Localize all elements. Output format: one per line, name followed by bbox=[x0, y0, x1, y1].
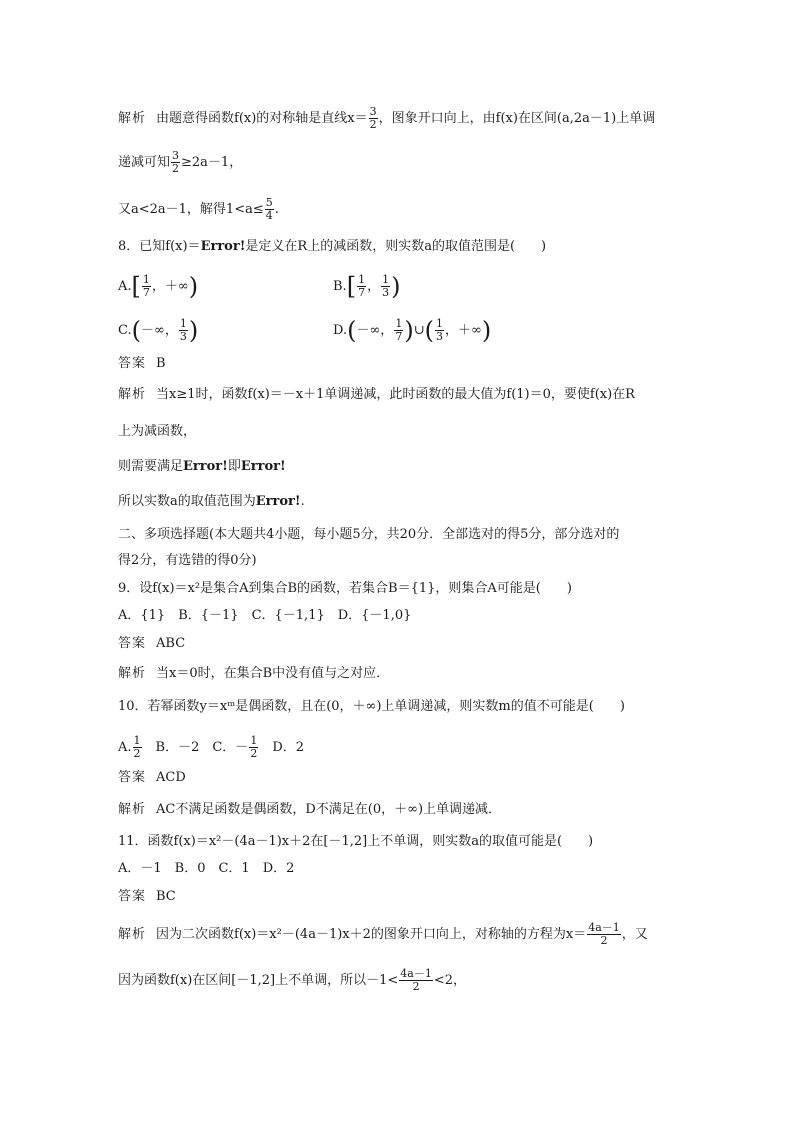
explanation-11-line-2: 因为函数f(x)在区间[－1,2]上不单调，所以－1< $\frac{4a-1}{2}$ <2， bbox=[118, 967, 467, 993]
explanation-8-line-2: 上为减函数， bbox=[118, 424, 197, 439]
question-11: 11．函数f(x)＝x²－(4a－1)x＋2在[－1,2]上不单调，则实数a的取值可能是( ) bbox=[118, 834, 594, 849]
fraction: $\frac{3}{2}$ bbox=[172, 149, 180, 175]
answer-10: 答案 ACD bbox=[118, 770, 186, 785]
options-11: A．－1 B．0 C．1 D．2 bbox=[118, 861, 295, 876]
option-8-b: B.[ $\frac{1}{7}$ ， $\frac{1}{3}$ ) bbox=[333, 272, 401, 301]
error-placeholder: Error! bbox=[240, 459, 286, 474]
explanation-8-line-3: 则需要满足Error!即Error! bbox=[118, 459, 286, 474]
fraction: $\frac{5}{4}$ bbox=[265, 196, 273, 222]
explanation-7-line-1: 解析 由题意得函数f(x)的对称轴是直线x＝ $\frac{3}{2}$ ，图象开口向上，由f(x)在区间(a,2a－1)上单调 bbox=[118, 105, 656, 131]
question-10: 10．若幂函数y＝xᵐ是偶函数，且在(0，＋∞)上单调递减，则实数m的值不可能是( ) bbox=[118, 699, 625, 714]
question-9: 9．设f(x)＝x²是集合A到集合B的函数，若集合B＝{1}，则集合A可能是( ) bbox=[118, 581, 572, 596]
option-8-c: C.(－∞， $\frac{1}{3}$ ) bbox=[118, 316, 199, 345]
answer-9: 答案 ABC bbox=[118, 636, 186, 651]
explanation-8-line-1: 解析 当x≥1时，函数f(x)＝－x＋1单调递减，此时函数的最大值为f(1)＝0，要使f(x)在R bbox=[118, 387, 635, 402]
option-8-d: D.(－∞， $\frac{1}{7}$ )∪( $\frac{1}{3}$ ，＋∞) bbox=[333, 316, 492, 345]
fraction: $\frac{3}{2}$ bbox=[369, 105, 377, 131]
error-placeholder: Error! bbox=[183, 459, 228, 474]
error-placeholder: Error! bbox=[255, 494, 301, 509]
error-placeholder: Error! bbox=[200, 239, 246, 254]
answer-11: 答案 BC bbox=[118, 889, 176, 904]
options-9: A．{1} B．{－1} C．{－1,1} D．{－1,0} bbox=[118, 608, 412, 623]
options-10: A. $\frac{1}{2}$ B．－2 C．－ $\frac{1}{2}$ D．2 bbox=[118, 734, 305, 760]
explanation-8-line-4: 所以实数a的取值范围为Error!. bbox=[118, 494, 305, 509]
explanation-7-line-3: 又a<2a－1，解得1<a≤ $\frac{5}{4}$ . bbox=[118, 196, 279, 222]
explanation-10: 解析 AC不满足函数是偶函数，D不满足在(0，＋∞)上单调递减． bbox=[118, 802, 502, 817]
answer-8: 答案 B bbox=[118, 356, 166, 371]
option-8-a: A.[ $\frac{1}{7}$ ，＋∞) bbox=[118, 272, 199, 301]
section-2-heading-line-1: 二、多项选择题(本大题共4小题，每小题5分，共20分．全部选对的得5分，部分选对的 bbox=[118, 527, 620, 542]
question-8: 8．已知f(x)＝Error!是定义在R上的减函数，则实数a的取值范围是( ) bbox=[118, 239, 547, 254]
explanation-11-line-1: 解析 因为二次函数f(x)＝x²－(4a－1)x＋2的图象开口向上，对称轴的方程为x＝ $\frac{4a-1}{2}$ ，又 bbox=[118, 921, 648, 947]
explanation-7-line-2: 递减可知 $\frac{3}{2}$ ≥2a－1， bbox=[118, 149, 243, 175]
explanation-label: 解析 bbox=[118, 111, 147, 126]
explanation-9: 解析 当x＝0时，在集合B中没有值与之对应． bbox=[118, 666, 390, 681]
section-2-heading-line-2: 得2分，有选错的得0分) bbox=[118, 553, 257, 568]
